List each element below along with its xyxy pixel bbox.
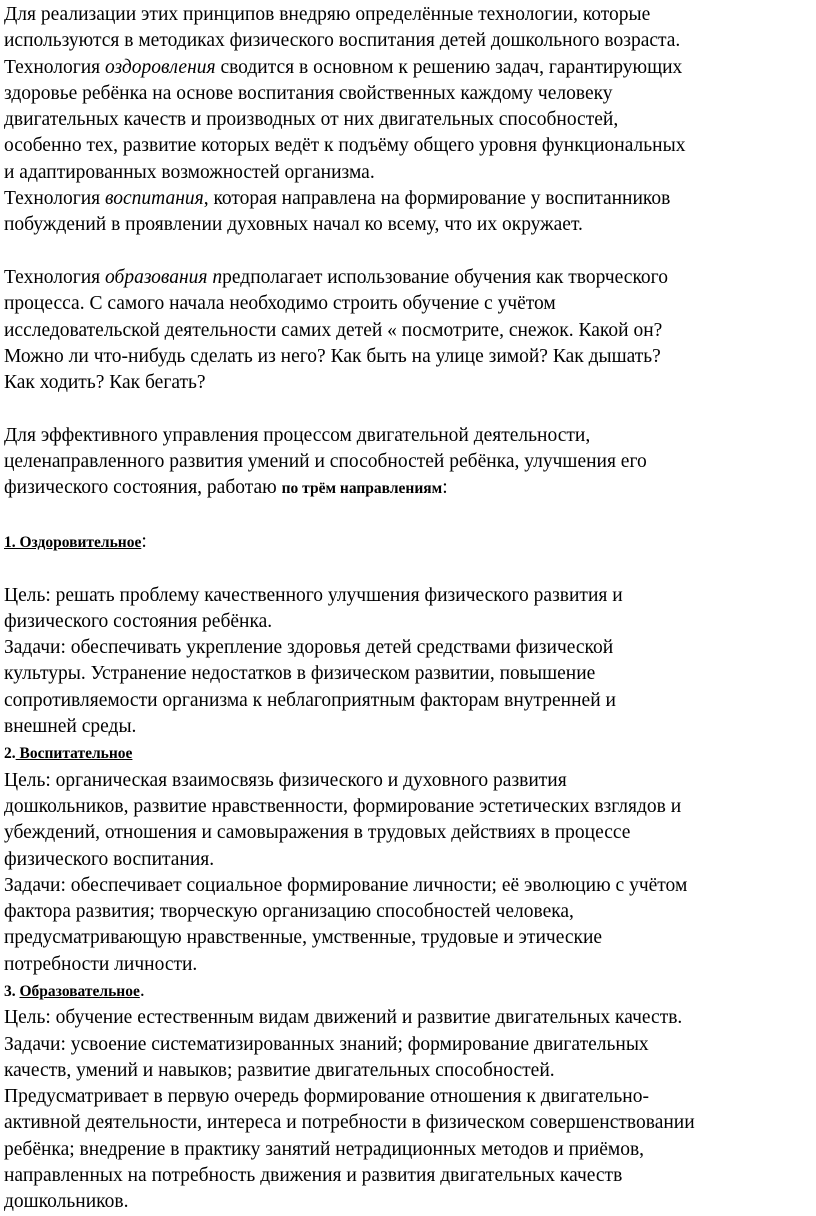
text-fragment: сводится в основном к решению задач, гарантирующих <box>215 56 683 78</box>
paragraph-spacer <box>4 503 812 529</box>
heading-text: Образовательное <box>19 982 140 1000</box>
heading-text: Воспитательное <box>15 745 133 763</box>
text-line <box>4 265 812 291</box>
text-line: Для эффективного управления процессом двигательной деятельности, <box>4 424 591 446</box>
intro-paragraph <box>4 2 812 239</box>
text-line: Задачи: обеспечивать укрепление здоровья детей средствами физической <box>4 637 614 659</box>
section-heading <box>4 740 812 767</box>
text-line: здоровье ребёнка на основе воспитания свойственных каждому человеку <box>4 82 613 104</box>
section-upbringing <box>4 740 812 978</box>
text-line <box>4 55 812 81</box>
text-line: используются в методиках физического воспитания детей дошкольного возраста. <box>4 30 681 52</box>
text-line: физического состояния ребёнка. <box>4 610 273 632</box>
text-line: Как ходить? Как бегать? <box>4 372 206 394</box>
heading-suffix: : <box>141 530 147 552</box>
text-line: Можно ли что-нибудь сделать из него? Как быть на улице зимой? Как дышать? <box>4 345 661 367</box>
text-line <box>4 186 812 212</box>
section-educational <box>4 978 812 1216</box>
text-line: предусматривающую нравственные, умственные, трудовые и этические <box>4 927 603 949</box>
heading-text: 1. Оздоровительное <box>4 533 142 551</box>
directions-paragraph <box>4 423 812 503</box>
text-line: убеждений, отношения и самовыражения в трудовых действиях в процессе <box>4 822 631 844</box>
text-line: Цель: органическая взаимосвязь физического и духовного развития <box>4 769 567 791</box>
heading-number: 2. <box>4 745 16 763</box>
text-line: дошкольников. <box>4 1191 129 1213</box>
text-line: двигательных качеств и производных от них двигательных способностей, <box>4 109 619 131</box>
paragraph-spacer <box>4 239 812 265</box>
text-line: Задачи: обеспечивает социальное формирование личности; её эволюцию с учётом <box>4 874 688 896</box>
text-line: Цель: решать проблему качественного улучшения физического развития и <box>4 584 623 606</box>
text-line <box>4 475 812 502</box>
text-line: и адаптированных возможностей организма. <box>4 161 375 183</box>
text-line: особенно тех, развитие которых ведёт к подъёму общего уровня функциональных <box>4 135 686 157</box>
section-heading <box>4 529 812 556</box>
text-fragment: редполагает использование обучения как творческого <box>222 266 668 288</box>
text-line: сопротивляемости организма к неблагоприятным факторам внутренней и <box>4 689 616 711</box>
text-line: Предусматривает в первую очередь формирование отношения к двигательно- <box>4 1086 649 1108</box>
text-line: Цель: обучение естественным видам движений и развитие двигательных качеств. <box>4 1007 683 1029</box>
text-line: процесса. С самого начала необходимо строить обучение с учётом <box>4 293 556 315</box>
heading-number: 3. <box>4 982 20 1000</box>
education-tech-paragraph <box>4 265 812 396</box>
text-fragment: физического состояния, работаю <box>4 477 282 499</box>
text-line: целенаправленного развития умений и способностей ребёнка, улучшения его <box>4 451 647 473</box>
text-line: побуждений в проявлении духовных начал ко всему, что их окружает. <box>4 214 583 236</box>
text-line: активной деятельности, интереса и потребности в физическом совершенствовании <box>4 1112 695 1134</box>
italic-term: образования п <box>105 266 223 288</box>
text-line: потребности личности. <box>4 953 198 975</box>
text-line: качеств, умений и навыков; развитие двигательных способностей. <box>4 1059 555 1081</box>
italic-term: воспитания <box>105 188 204 210</box>
text-line: Для реализации этих принципов внедряю определённые технологии, которые <box>4 4 651 25</box>
text-line: физического воспитания. <box>4 848 215 870</box>
section-health <box>4 529 812 740</box>
section-heading <box>4 978 812 1005</box>
italic-term: оздоровления <box>105 56 216 78</box>
text-line: культуры. Устранение недостатков в физическом развитии, повышение <box>4 663 596 685</box>
paragraph-spacer <box>4 396 812 422</box>
text-line: Задачи: усвоение систематизированных знаний; формирование двигательных <box>4 1033 649 1055</box>
text-fragment: Технология <box>4 266 106 288</box>
paragraph-spacer <box>4 556 812 582</box>
text-line: дошкольников, развитие нравственности, формирование эстетических взглядов и <box>4 795 682 817</box>
text-line: фактора развития; творческую организацию способностей человека, <box>4 901 574 923</box>
bold-phrase: по трём направлениям <box>281 480 443 498</box>
heading-suffix: . <box>139 979 145 1001</box>
text-fragment: , которая направлена на формирование у воспитанников <box>203 188 671 210</box>
text-line: внешней среды. <box>4 716 137 738</box>
text-line: ребёнка; внедрение в практику занятий нетрадиционных методов и приёмов, <box>4 1138 645 1160</box>
text-line: направленных на потребность движения и развития двигательных качеств <box>4 1165 623 1187</box>
text-line: исследовательской деятельности самих детей « посмотрите, снежок. Какой он? <box>4 319 663 341</box>
text-fragment: Технология <box>4 188 106 210</box>
text-fragment: Технология <box>4 56 106 78</box>
text-fragment: : <box>442 477 448 499</box>
